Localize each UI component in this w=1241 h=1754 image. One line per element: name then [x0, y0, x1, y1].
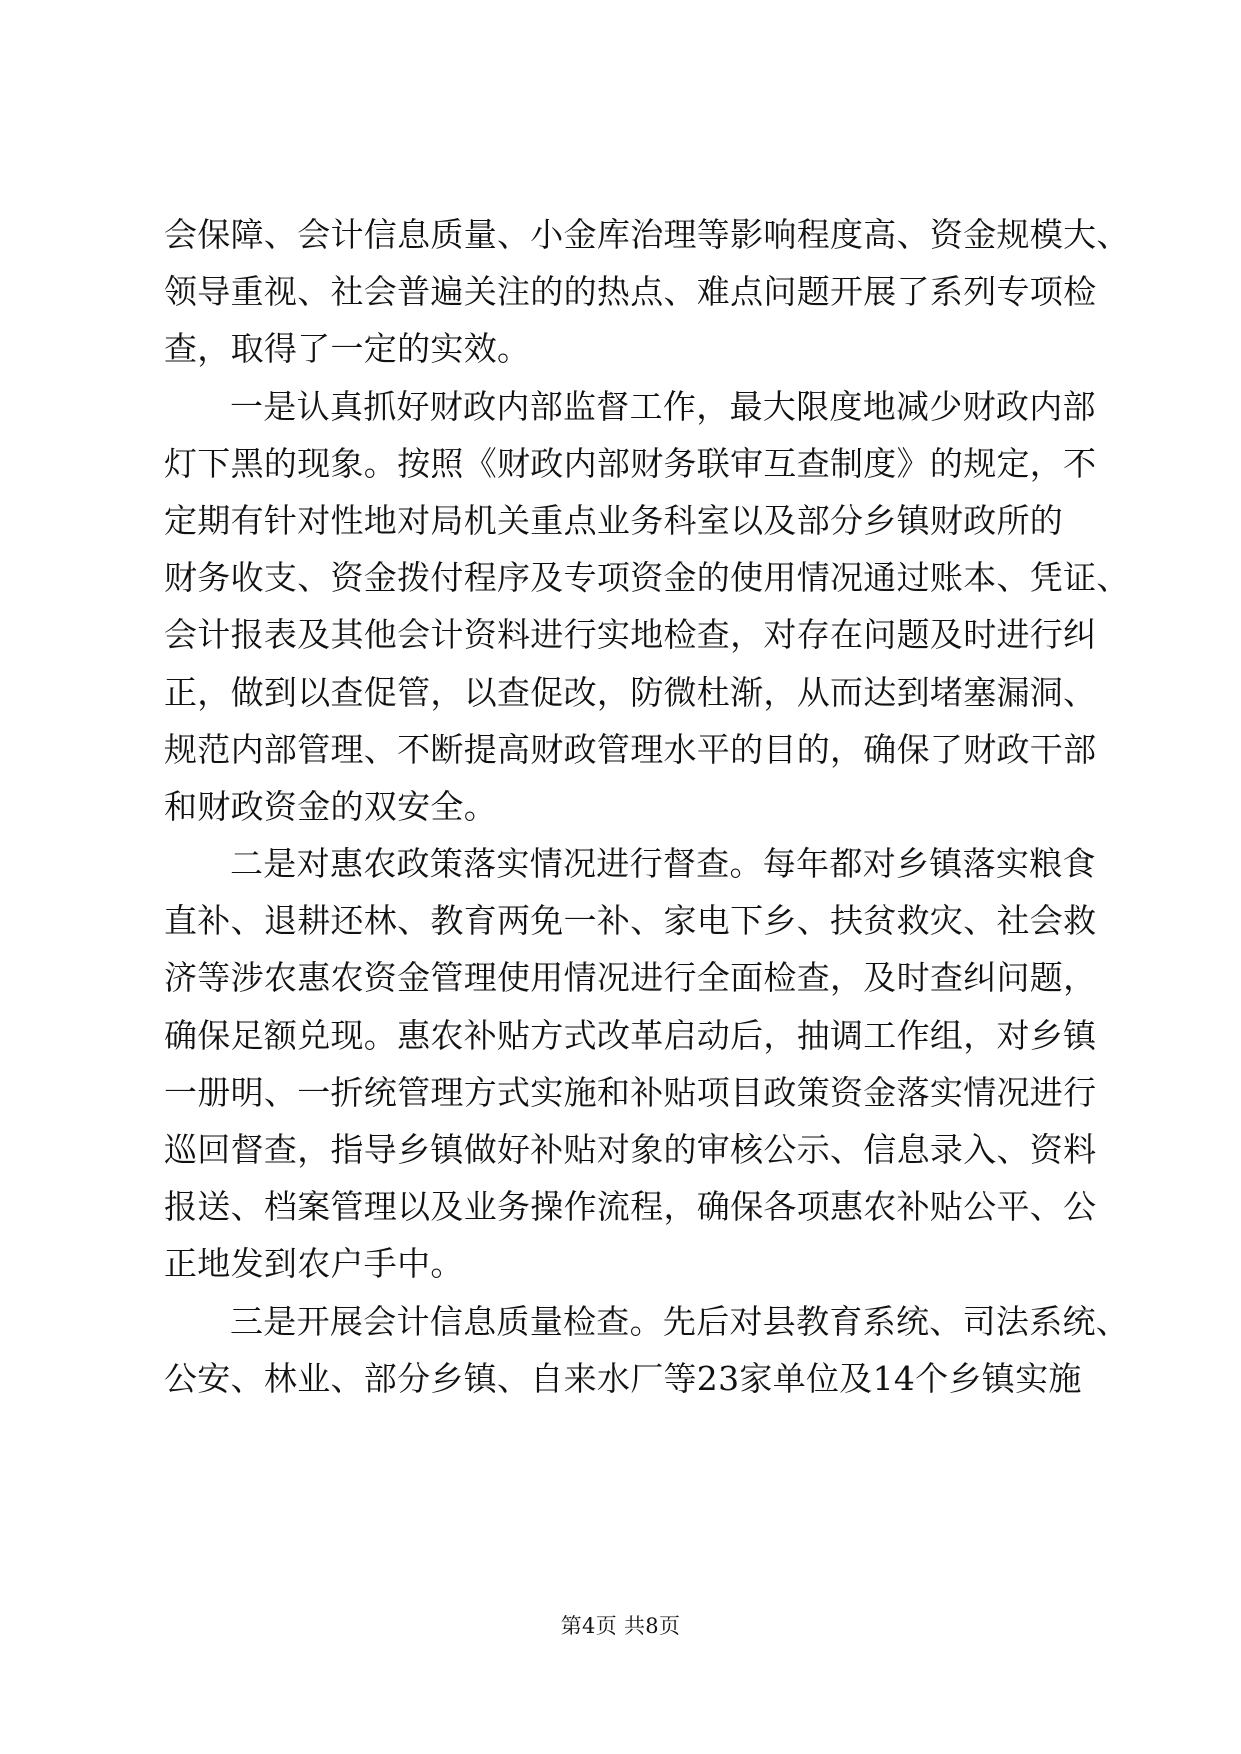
text-line: 会保障、会计信息质量、小金库治理等影响程度高、资金规模大、: [164, 215, 1130, 254]
text-line: 报送、档案管理以及业务操作流程，确保各项惠农补贴公平、公: [164, 1187, 1097, 1227]
text-line: 和财政资金的双安全。: [164, 786, 497, 826]
text-line: 直补、退耕还林、教育两免一补、家电下乡、扶贫救灾、社会救: [164, 901, 1097, 941]
paragraph-internal-supervision: [164, 378, 1130, 836]
text-line: 巡回督查，指导乡镇做好补贴对象的审核公示、信息录入、资料: [164, 1130, 1097, 1169]
text-line: 领导重视、社会普遍关注的的热点、难点问题开展了系列专项检: [164, 272, 1097, 312]
text-line: 定期有针对性地对局机关重点业务科室以及部分乡镇财政所的: [164, 500, 1064, 540]
text-line: 一册明、一折统管理方式实施和补贴项目政策资金落实情况进行: [164, 1072, 1097, 1112]
text-line: 查，取得了一定的实效。: [164, 329, 531, 369]
text-line: 正，做到以查促管，以查促改，防微杜渐，从而达到堵塞漏洞、: [164, 672, 1097, 712]
text-line: 正地发到农户手中。: [164, 1244, 464, 1284]
text-line: 规范内部管理、不断提高财政管理水平的目的，确保了财政干部: [164, 729, 1097, 769]
text-line: 一是认真抓好财政内部监督工作，最大限度地减少财政内部: [230, 386, 1096, 426]
text-line: 财务收支、资金拨付程序及专项资金的使用情况通过账本、凭证、: [164, 558, 1130, 598]
text-line: 会计报表及其他会计资料进行实地检查，对存在问题及时进行纠: [164, 615, 1097, 655]
text-line: 三是开展会计信息质量检查。先后对县教育系统、司法系统、: [230, 1301, 1130, 1341]
text-line: 二是对惠农政策落实情况进行督查。每年都对乡镇落实粮食: [230, 844, 1096, 884]
text-line: 公安、林业、部分乡镇、自来水厂等23家单位及14个乡镇实施: [164, 1358, 1082, 1398]
paragraph-agricultural-policy: [164, 835, 1097, 1293]
paragraph-accounting-quality: [164, 1293, 1130, 1407]
page-number-footer: 第4页 共8页: [560, 1614, 681, 1638]
text-line: 确保足额兑现。惠农补贴方式改革启动后，抽调工作组，对乡镇: [164, 1015, 1097, 1055]
document-body: [164, 206, 1130, 1407]
text-line: 灯下黑的现象。按照《财政内部财务联审互查制度》的规定，不: [164, 443, 1097, 483]
paragraph-continuation: [164, 206, 1130, 378]
text-line: 济等涉农惠农资金管理使用情况进行全面检查，及时查纠问题，: [164, 958, 1097, 998]
